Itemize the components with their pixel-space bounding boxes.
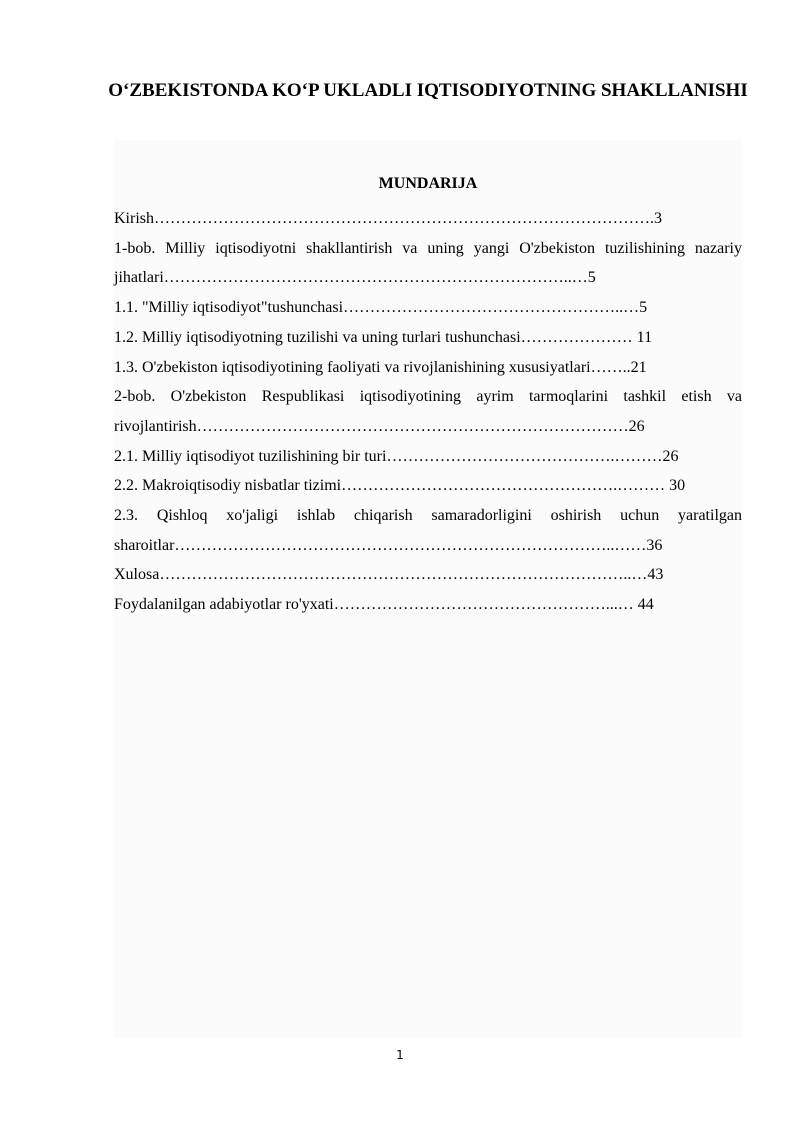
toc-entry-label: 1.3. O'zbekiston iqtisodiyotining faoliyati va rivojlanishining xususiyatlari……..	[114, 358, 631, 376]
toc-entry-label: 1.1. "Milliy iqtisodiyot"tushunchasi……………………………………………..…	[114, 299, 640, 317]
toc-entry-page: 26	[662, 447, 679, 465]
toc-entry-section-2-3[interactable]	[114, 501, 742, 560]
toc-entry-page: 44	[637, 596, 654, 614]
toc-entry-page: 21	[630, 358, 647, 376]
toc-entry-label: 1-bob. Milliy iqtisodiyotni shakllantirish va uning yangi O'zbekiston tuzilishining nazariy jihatlari…………………………………………………………………..…	[114, 239, 742, 287]
toc-entry-page: 26	[628, 417, 645, 435]
toc-entry-section-1-1[interactable]	[114, 293, 742, 323]
toc-entry-label: Xulosa……………………………………………………………………………..…	[114, 566, 648, 584]
toc-entry-label: 2.2. Makroiqtisodiy nisbatlar tizimi…………………………………………….………	[114, 477, 670, 495]
toc-entry-label: 2.3. Qishloq xo'jaligi ishlab chiqarish samaradorligini oshirish uchun yaratilgan sharoitlar………………………………………………………………………..……	[114, 507, 742, 554]
toc-entry-page: 36	[646, 536, 663, 554]
page-number: 1	[396, 1048, 404, 1062]
toc-entry-page: 5	[639, 299, 648, 317]
document-title: O‘ZBEKISTONDA KO‘P UKLADLI IQTISODIYOTNING SHAKLLANISHI	[108, 80, 748, 101]
toc-entry-conclusion[interactable]	[114, 560, 742, 590]
table-of-contents	[114, 140, 742, 1038]
toc-entry-page: 5	[587, 269, 596, 287]
toc-entry-section-2-1[interactable]	[114, 442, 742, 472]
toc-entry-label: 2.1. Milliy iqtisodiyot tuzilishining bir turi…………………………………….………	[114, 447, 663, 465]
toc-heading: MUNDARIJA	[378, 175, 478, 192]
toc-entry-page: 30	[669, 477, 686, 495]
toc-entry-chapter-2[interactable]	[114, 382, 742, 441]
toc-entry-label: Foydalanilgan adabiyotlar ro'yxati……………………………………………...…	[114, 596, 638, 614]
toc-entry-page: 43	[647, 566, 664, 584]
toc-entry-label: Kirish…………………………………………………………………………………	[114, 210, 650, 227]
toc-entry-section-1-3[interactable]	[114, 353, 742, 383]
toc-entry-references[interactable]	[114, 590, 742, 620]
toc-entry-section-2-2[interactable]	[114, 471, 742, 501]
toc-entry-page: .3	[650, 210, 662, 227]
toc-list	[114, 204, 742, 620]
toc-entry-section-1-2[interactable]	[114, 323, 742, 353]
toc-entry-chapter-1[interactable]	[114, 234, 742, 293]
toc-entry-introduction[interactable]	[114, 204, 742, 234]
toc-entry-label: 1.2. Milliy iqtisodiyotning tuzilishi va uning turlari tushunchasi…………………	[114, 328, 637, 346]
toc-entry-label: 2-bob. O'zbekiston Respublikasi iqtisodiyotining ayrim tarmoqlarini tashkil etish va rivojlantirish………………………………………………………………………	[114, 388, 742, 435]
toc-entry-page: 11	[636, 328, 653, 346]
